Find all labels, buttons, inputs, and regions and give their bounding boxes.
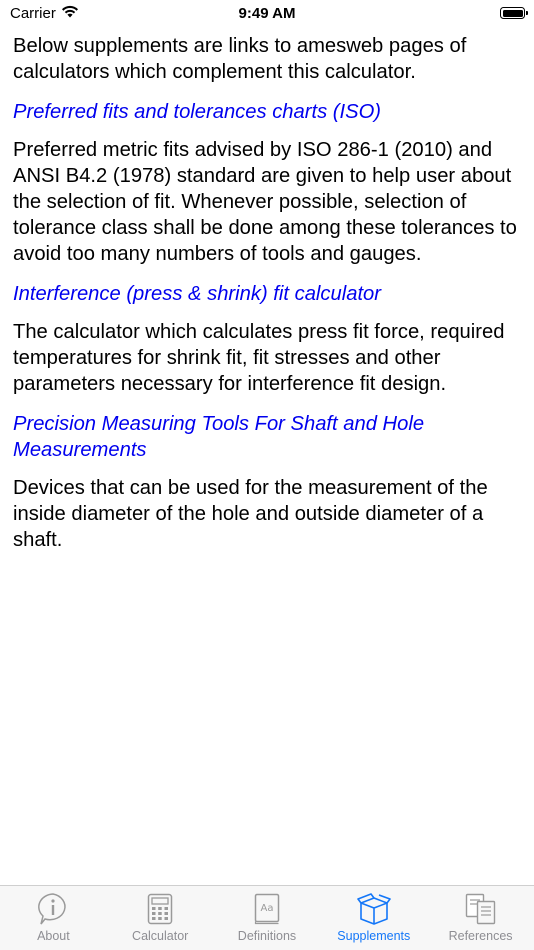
tab-calculator-label: Calculator [132, 929, 189, 943]
description-measuring-tools: Devices that can be used for the measurement of the inside diameter of the hole and outside diameter of a shaft. [13, 477, 488, 551]
tab-supplements-label: Supplements [337, 929, 411, 943]
tab-references[interactable] [427, 886, 534, 950]
box-icon [356, 892, 392, 926]
link-measuring-tools[interactable]: Precision Measuring Tools For Shaft and Hole Measurements [13, 413, 425, 461]
description-preferred-fits: Preferred metric fits advised by ISO 286-1 (2010) and ANSI B4.2 (1978) standard are given to help user about the selection of fit. Whenever possible, selection of tolerance class shall be done among these tolerances to avoid too many numbers of tools and gauges. [13, 139, 517, 265]
battery-icon [500, 7, 525, 19]
tab-calculator[interactable] [107, 886, 214, 950]
tab-bar [0, 885, 534, 950]
documents-icon [463, 892, 499, 926]
link-preferred-fits[interactable]: Preferred fits and tolerances charts (ISO) [13, 101, 382, 123]
tab-about[interactable] [0, 886, 107, 950]
status-bar [0, 0, 534, 28]
description-interference-fit: The calculator which calculates press fit force, required temperatures for shrink fit, fit stresses and other parameters necessary for interference fit design. [13, 321, 505, 395]
info-icon [35, 892, 71, 926]
link-interference-fit[interactable]: Interference (press & shrink) fit calculator [13, 283, 381, 305]
tab-definitions[interactable] [214, 886, 321, 950]
calculator-icon [142, 892, 178, 926]
clock: 9:49 AM [238, 5, 296, 22]
supplements-content [13, 33, 523, 567]
dictionary-icon [249, 892, 285, 926]
svg-text:Aa: Aa [260, 903, 274, 914]
tab-definitions-label: Definitions [237, 929, 297, 943]
carrier-label: Carrier [10, 5, 56, 22]
tab-references-label: References [448, 929, 513, 943]
tab-supplements[interactable] [320, 886, 427, 950]
intro-text: Below supplements are links to amesweb pages of calculators which complement this calculator. [13, 35, 467, 83]
tab-about-label: About [37, 929, 70, 943]
